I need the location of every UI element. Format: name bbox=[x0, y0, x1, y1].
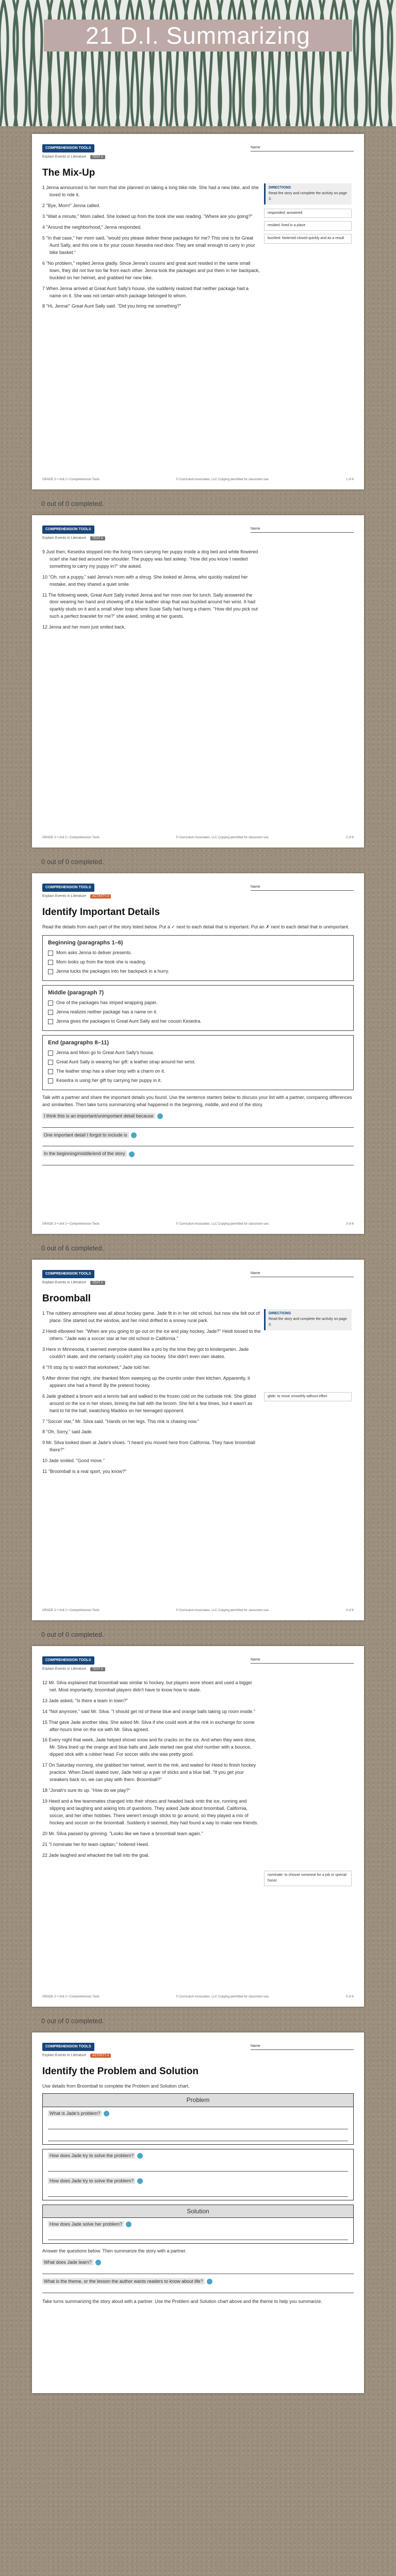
sentence-frame bbox=[42, 1132, 354, 1147]
story-paragraphs bbox=[42, 549, 354, 631]
talk-instructions: Talk with a partner and share the important details you found. Use the sentence starters below to discuss your list with a partner, comparing differences and similarities. Then take turns summarizing what happened in the beginning, middle, and end of the story. bbox=[42, 1094, 352, 1107]
story-paragraph: 7 When Jenna arrived at Great Aunt Sally's house, she suddenly realized that neither package had a name on it. She was not certain which package belonged to whom. bbox=[42, 285, 249, 298]
directions-title: DIRECTIONS bbox=[269, 186, 291, 190]
story-paragraph: 4 "I'll stop by to watch that worksheet," Jade told her. bbox=[42, 1364, 151, 1370]
solution-question: How does Jade solve her problem? bbox=[48, 2221, 124, 2227]
answer-line[interactable] bbox=[42, 2285, 354, 2293]
story-paragraph: 14 "Not anymore," said Mr. Silva. "I should get rid of these blue and orange balls taking up room inside." bbox=[42, 1708, 256, 1714]
story-paragraph: 3 Here in Minnesota, it seemed everyone skated like a pro by the time they got to kindergarten. Jade couldn't skate, and she certainly couldn't play ice hockey. She didn't even own skates. bbox=[42, 1347, 249, 1359]
checklist-label: Great Aunt Sally is wearing her gift: a leather strap around her wrist. bbox=[56, 1059, 196, 1064]
slide-5 bbox=[32, 1646, 364, 2025]
story-paragraph: 11 The following week, Great Aunt Sally invited Jenna and her mom over for lunch. Sally answered the door wearing her hand and showing off a blue leather strap that was buckled around her wrist. It had sparkly studs on it and a small silver loop where Susie Sally had hung a charm. "How did you pick out such a perfect bracelet for me?" she asked, smiling at her guests. bbox=[42, 592, 258, 619]
name-field[interactable]: Name bbox=[251, 1271, 354, 1277]
text-tag: TEXT A bbox=[90, 1281, 105, 1285]
checkbox[interactable] bbox=[48, 1010, 53, 1015]
activity-title: Identify Important Details bbox=[42, 906, 160, 918]
problem-box bbox=[42, 2093, 354, 2145]
directions-box bbox=[264, 183, 352, 205]
directions-text: Read the story and complete the activity on page 3. bbox=[269, 191, 347, 201]
checklist-label: Mom looks up from the book she is reading. bbox=[56, 959, 146, 965]
completed-status: 0 out of 6 completed. bbox=[41, 1244, 104, 1252]
answer-line[interactable] bbox=[42, 1139, 354, 1146]
tries-question: How does Jade try to solve the problem? bbox=[48, 2153, 135, 2159]
footer-right: © Curriculum Associates, LLC Copying permitted for classroom use. bbox=[176, 836, 270, 839]
solution-heading: Solution bbox=[43, 2205, 353, 2218]
sentence-frame bbox=[42, 1113, 354, 1128]
page-number: 1 of 6 bbox=[345, 478, 354, 481]
checklist-label: One of the packages has striped wrapping paper. bbox=[56, 1000, 158, 1006]
checkbox[interactable] bbox=[48, 1078, 53, 1083]
subtitle: Explain Events in Literature bbox=[42, 2054, 87, 2057]
activity-title: Identify the Problem and Solution bbox=[42, 2065, 199, 2077]
tools-badge: COMPREHENSION TOOLS bbox=[42, 884, 94, 892]
checkbox[interactable] bbox=[48, 1001, 53, 1006]
story-paragraph: 10 Jade smiled. "Good move." bbox=[42, 1458, 105, 1464]
footer-left: GRADE 3 • Unit 2 • Comprehension Tools bbox=[42, 1608, 100, 1612]
answer-line[interactable] bbox=[48, 2132, 348, 2141]
page-number: 5 of 6 bbox=[345, 1995, 354, 1998]
story-paragraph: 11 "Broomball is a real sport, you know?" bbox=[42, 1469, 127, 1475]
story-paragraph: 18 "Jonah's sure its up. "How do we play?" bbox=[42, 1788, 130, 1793]
story-paragraph: 8 "Oh, Sorry," said Jade. bbox=[42, 1429, 93, 1435]
tools-badge: COMPREHENSION TOOLS bbox=[42, 144, 94, 153]
subtitle: Explain Events in Literature bbox=[42, 1667, 87, 1671]
vocab-note: nominate: to choose someone for a job or special honor bbox=[264, 1871, 352, 1886]
solution-box bbox=[42, 2205, 354, 2244]
checklist-item[interactable] bbox=[48, 999, 348, 1007]
checklist-item[interactable] bbox=[48, 1059, 348, 1066]
checklist-label: Jenna tucks the packages into her backpack in a hurry. bbox=[56, 969, 169, 974]
name-field[interactable]: Name bbox=[251, 2044, 354, 2050]
checklist-label: Jenna realizes neither package has a name on it. bbox=[56, 1009, 158, 1015]
story-paragraph: 13 Jade asked, "Is there a team in town?" bbox=[42, 1698, 128, 1703]
audio-icon[interactable] bbox=[95, 2260, 101, 2265]
footer-left: GRADE 3 • Unit 2 • Comprehension Tools bbox=[42, 1222, 100, 1226]
audio-icon[interactable] bbox=[137, 2153, 143, 2159]
audio-icon[interactable] bbox=[137, 2178, 143, 2184]
story-paragraphs bbox=[42, 1680, 354, 1859]
grass-pattern bbox=[0, 0, 396, 126]
footer-left: GRADE 3 • Unit 2 • Comprehension Tools bbox=[42, 1995, 100, 1998]
audio-icon[interactable] bbox=[207, 2279, 212, 2284]
story-paragraph: 5 After dinner that night, she thanked Mom sweeping up the crumbs under their kitchen. Apparently, it appears she had a friend! By the pretend hockey. bbox=[42, 1375, 250, 1388]
activity-intro: Read the details from each part of the story listed below. Put a ✓ next to each detail that is important. Put an ✗ next to each detail that is unimportant. bbox=[42, 924, 350, 930]
slide-3 bbox=[32, 873, 364, 1252]
problem-heading: Problem bbox=[43, 2094, 353, 2107]
detail-section bbox=[42, 935, 354, 981]
checkbox[interactable] bbox=[48, 951, 53, 956]
tools-badge: COMPREHENSION TOOLS bbox=[42, 2043, 94, 2052]
answer-line[interactable] bbox=[42, 1120, 354, 1128]
sentence-starter: One important detail I forgot to include is bbox=[42, 1132, 129, 1138]
section-heading: Beginning (paragraphs 1–6) bbox=[48, 940, 123, 946]
story-paragraph: 1 The rubbery atmosphere was all about hockey game. Jade fit in in her old school, but now she felt out of place. She started out the window, and her mind drifted to a snowy rural park. bbox=[42, 1311, 260, 1324]
checklist-item[interactable] bbox=[48, 950, 348, 957]
name-field[interactable]: Name bbox=[251, 885, 354, 891]
checklist-item[interactable] bbox=[48, 1009, 348, 1016]
story-title: The Mix-Up bbox=[42, 167, 95, 178]
subtitle: Explain Events in Literature bbox=[42, 1281, 87, 1284]
story-paragraph: 3 "Wait a minute," Mom called. She looked up from the book she was reading. "Where are you going?" bbox=[42, 214, 253, 219]
activity-intro: Use details from Broomball to complete the Problem and Solution chart. bbox=[42, 2083, 190, 2089]
checklist-label: Jenna gives the packages to Great Aunt Sally and her cousin Kesedra. bbox=[56, 1019, 202, 1024]
footer-right: © Curriculum Associates, LLC Copying permitted for classroom use. bbox=[176, 1995, 270, 1998]
answer-line[interactable] bbox=[42, 1158, 354, 1165]
detail-section bbox=[42, 985, 354, 1031]
slide-1 bbox=[32, 134, 364, 507]
answer-line[interactable] bbox=[42, 2266, 354, 2274]
activity-tag: ACTIVITY A bbox=[90, 894, 111, 899]
story-paragraph: 20 Mr. Silva passed by grinning. "Looks like we have a broomball team again." bbox=[42, 1831, 203, 1836]
story-paragraph: 21 "I nominate her for team captain," hollered Heed. bbox=[42, 1841, 150, 1847]
checklist-label: Mom asks Jenna to deliver presents. bbox=[56, 950, 132, 956]
checklist-label: The leather strap has a silver loop with a charm on it. bbox=[56, 1068, 166, 1074]
checkbox[interactable] bbox=[48, 969, 53, 974]
tries-question: How does Jade try to solve the problem? bbox=[48, 2178, 135, 2184]
vocab-note: glide: to move smoothly without effort bbox=[264, 1392, 352, 1402]
story-paragraph: 7 "Soccer star," Mr. Silva said. "Hands on her legs. This rink is chasing now." bbox=[42, 1418, 200, 1424]
answer-line[interactable] bbox=[48, 2163, 348, 2172]
directions-box bbox=[264, 1309, 352, 1330]
story-paragraph: 8 "Hi, Jenna!" Great Aunt Sally said. "Did you bring me something?" bbox=[42, 303, 182, 309]
footer-right: © Curriculum Associates, LLC Copying permitted for classroom use. bbox=[176, 478, 270, 481]
subtitle: Explain Events in Literature bbox=[42, 536, 87, 540]
directions-title: DIRECTIONS bbox=[269, 1312, 291, 1315]
name-field[interactable]: Name bbox=[251, 145, 354, 151]
closing-instructions: Take turns summarizing the story aloud with a partner. Use the Problem and Solution chart above and the theme to help you summarize. bbox=[42, 2298, 322, 2304]
story-paragraph: 5 "In that case," her mom said, "would you please deliver these packages for me? This one is for Great Aunt Sally, and this one is for your cousin Kesedra next door. They are small enough to carry in your bike basket." bbox=[42, 235, 255, 255]
name-field[interactable]: Name bbox=[251, 1657, 354, 1664]
story-paragraph: 10 "Oh, not a puppy," said Jenna's mom with a shrug. She looked at Jenna, who quickly realized her mistake, and they shared a quiet smile. bbox=[42, 574, 248, 587]
sentence-starter: In the beginning/middle/end of the story bbox=[42, 1150, 127, 1157]
story-paragraph: 6 "No problem," replied Jenna gladly. Since Jenna's cousins and great aunt resided in the same small town, they did not live too far from each other. Jenna took the packages and put them in her backpack, buckled on her helmet, and grabbed her new bike. bbox=[42, 260, 260, 280]
text-tag: TEXT A bbox=[90, 155, 105, 159]
header-banner bbox=[0, 0, 396, 126]
vocab-note: responded: answered bbox=[264, 209, 352, 218]
vocab-note: resided: lived in a place bbox=[264, 221, 352, 231]
subtitle: Explain Events in Literature bbox=[42, 155, 87, 159]
directions-text: Read the story and complete the activity on page 3. bbox=[269, 1317, 347, 1327]
audio-icon[interactable] bbox=[129, 1151, 135, 1157]
tries-box bbox=[42, 2149, 354, 2200]
story-paragraph: 9 Just then, Kesedra stopped into the living room carrying her puppy inside a dog bed and white flowered scarf she had tied around her shoulder. The puppy was fast asleep. "How did you know I needed something to carry my puppy in?" she asked. bbox=[42, 549, 258, 569]
answer-instructions: Answer the questions below. Then summarize the story with a partner. bbox=[42, 2248, 187, 2254]
checklist-item[interactable] bbox=[48, 959, 348, 966]
story-paragraph: 1 Jenna announced to her mom that she planned on taking a long bike ride. She had a new bike, and she loved to ride it. bbox=[42, 185, 259, 198]
story-paragraph: 12 Mr. Silva explained that broomball was similar to hockey, but players wore shoes and used a bigger net. Most importantly, broomball players didn't have to know how to skate. bbox=[42, 1680, 253, 1692]
answer-line[interactable] bbox=[48, 2121, 348, 2129]
page-number: 2 of 6 bbox=[345, 836, 354, 839]
text-tag: TEXT A bbox=[90, 1667, 105, 1671]
tools-badge: COMPREHENSION TOOLS bbox=[42, 1656, 94, 1665]
story-paragraph: 15 That gave Jade another idea. She asked Mr. Silva if she could work at the rink in exchange for some after-hours time on the ice with Mr. Silva agreed. bbox=[42, 1719, 255, 1732]
checklist-item[interactable] bbox=[48, 1077, 348, 1084]
story-paragraph: 6 Jade grabbed a broom and a tennis ball and walked to the frozen cold on the curbside rink. She glided around on the ice in her shoes, brining the ball with the broom. She fell a few times, but it wasn't as hard to hit the ball, swatching Maddox on her teenaged opponent. bbox=[42, 1393, 256, 1413]
sentence-frame bbox=[42, 1150, 354, 1165]
story-paragraph: 2 "Bye, Mom!" Jenna called. bbox=[42, 203, 101, 209]
learn-question: What does Jade learn? bbox=[42, 2259, 93, 2265]
page-title: 21 D.I. Summarizing bbox=[86, 22, 310, 49]
answer-line[interactable] bbox=[48, 2231, 348, 2240]
completed-status: 0 out of 0 completed. bbox=[41, 858, 104, 866]
checkbox[interactable] bbox=[48, 1069, 53, 1074]
story-paragraph: 19 Heed and a few teammates changed into their shoes and headed back onto the ice, running and slipping and laughing and asking lots of questions. They asked Jade about broomball, California, soccer, and her other hobbies. There weren't enough sticks to go around, so they played a mix of hockey and soccer on the broomball. Suddenly it seemed, they had found a way to make new friends. bbox=[42, 1799, 258, 1825]
problem-question: What is Jade's problem? bbox=[48, 2110, 102, 2116]
tools-badge: COMPREHENSION TOOLS bbox=[42, 1270, 94, 1279]
completed-status: 0 out of 0 completed. bbox=[41, 1631, 104, 1638]
checkbox[interactable] bbox=[48, 1019, 53, 1024]
audio-icon[interactable] bbox=[126, 2222, 131, 2227]
answer-line[interactable] bbox=[48, 2188, 348, 2197]
activity-tag: ACTIVITY A bbox=[90, 2054, 111, 2058]
checklist-label: Jenna and Mom go to Great Aunt Sally's house. bbox=[56, 1049, 155, 1055]
story-paragraph: 22 Jade laughed and whacked the ball into the goal. bbox=[42, 1852, 150, 1858]
checklist-item[interactable] bbox=[48, 968, 348, 975]
audio-icon[interactable] bbox=[157, 1113, 163, 1119]
checkbox[interactable] bbox=[48, 1050, 53, 1056]
slide-6 bbox=[32, 2032, 364, 2393]
checklist-item[interactable] bbox=[48, 1018, 348, 1025]
theme-question: What is the theme, or the lesson the author wants readers to know about life? bbox=[42, 2278, 205, 2284]
slide-2 bbox=[32, 515, 364, 866]
audio-icon[interactable] bbox=[131, 1132, 137, 1138]
page-number: 3 of 6 bbox=[345, 1222, 354, 1226]
audio-icon[interactable] bbox=[104, 2111, 109, 2116]
title-banner bbox=[44, 20, 352, 52]
text-tag: TEXT A bbox=[90, 536, 105, 540]
checkbox[interactable] bbox=[48, 960, 53, 965]
story-paragraph: 9 Mr. Silva looked down at Jade's shoes. "I heard you moved here from California. They have broomball there?" bbox=[42, 1440, 255, 1453]
footer-right: © Curriculum Associates, LLC Copying permitted for classroom use. bbox=[176, 1222, 270, 1226]
checkbox[interactable] bbox=[48, 1060, 53, 1065]
tools-badge: COMPREHENSION TOOLS bbox=[42, 526, 94, 534]
checklist-item[interactable] bbox=[48, 1068, 348, 1075]
section-heading: End (paragraphs 8–11) bbox=[48, 1039, 109, 1046]
footer-left: GRADE 3 • Unit 2 • Comprehension Tools bbox=[42, 836, 100, 839]
slide-4 bbox=[32, 1260, 364, 1638]
story-paragraph: 17 On Saturday morning, she grabbed her helmet, went to the rink, and waited for Heed to finish hockey practice. When David skated over, Jade held up a pair of sticks and a blue ball. "If you get your sneakers back on, we can play with them. Broomball?" bbox=[42, 1762, 256, 1783]
completed-status: 0 out of 0 completed. bbox=[41, 2017, 104, 2025]
story-title: Broomball bbox=[42, 1293, 91, 1304]
story-paragraph: 2 Heidi elbowed her. "When are you going to go out on the ice and play hockey, Jade?" Heidi tossed to the others. "Jade was a soccer star at her old school in California." bbox=[42, 1329, 261, 1342]
page-number: 4 of 6 bbox=[345, 1608, 354, 1612]
name-field[interactable]: Name bbox=[251, 527, 354, 533]
sentence-starter: I think this is an important/unimportant detail because bbox=[42, 1113, 155, 1119]
footer-left: GRADE 3 • Unit 2 • Comprehension Tools bbox=[42, 478, 100, 481]
story-paragraph: 4 "Around the neighborhood," Jenna responded. bbox=[42, 225, 142, 230]
story-paragraph: 16 Every night that week, Jade helped shovel snow and fix cracks on the ice. And when they were done, Mr. Silva lined up the orange and blue balls and Jade started raw goal shot number with a bounce, dipped stick with a rubber head. For soccer skills she was pretty good. bbox=[42, 1737, 256, 1757]
detail-section bbox=[42, 1035, 354, 1090]
subtitle: Explain Events in Literature bbox=[42, 894, 87, 898]
section-heading: Middle (paragraph 7) bbox=[48, 990, 104, 996]
vocab-note: buckled: fastened closed quickly and as a result bbox=[264, 234, 352, 244]
footer-right: © Curriculum Associates, LLC Copying permitted for classroom use. bbox=[176, 1608, 270, 1612]
completed-status: 0 out of 0 completed. bbox=[41, 500, 104, 507]
checklist-label: Kesedra is using her gift by carrying her puppy in it. bbox=[56, 1077, 162, 1083]
story-paragraph: 12 Jenna and her mom just smiled back. bbox=[42, 624, 126, 630]
checklist-item[interactable] bbox=[48, 1049, 348, 1057]
